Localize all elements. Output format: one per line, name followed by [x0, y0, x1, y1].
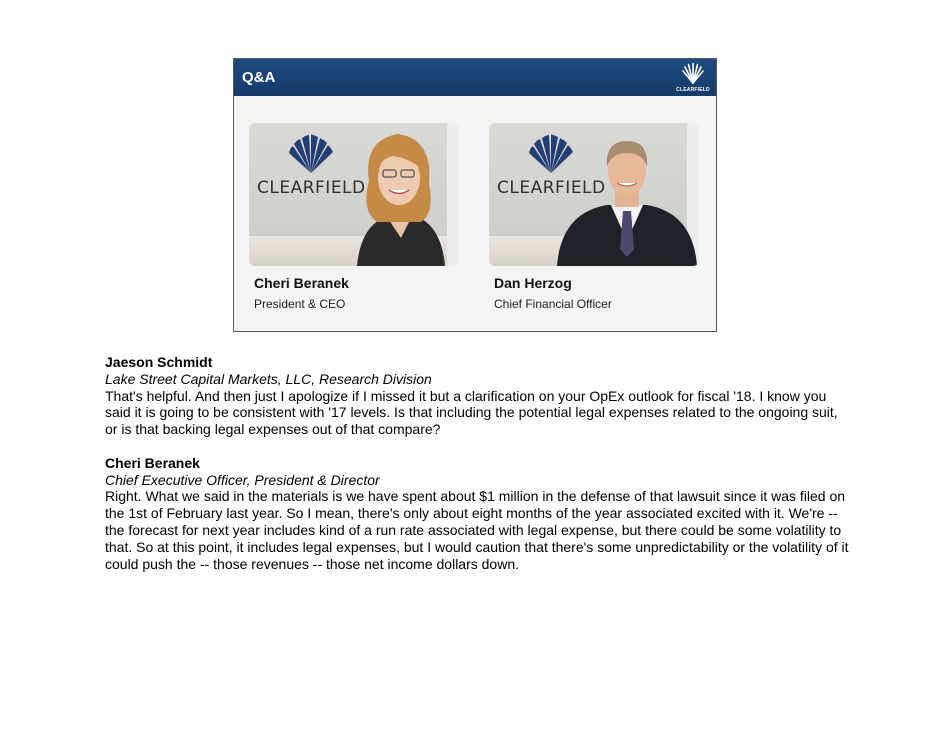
- slide-header: [234, 59, 716, 96]
- person-figure: [349, 126, 449, 266]
- transcript-entry: [105, 354, 850, 438]
- speaker-affiliation: Chief Executive Officer, President & Director: [105, 471, 380, 488]
- slide-title: Q&A: [242, 69, 276, 86]
- photo-cheri-beranek: [249, 123, 459, 266]
- qa-slide: [233, 58, 717, 332]
- speaker-name: Jaeson Schmidt: [105, 354, 213, 370]
- speaker-affiliation: Lake Street Capital Markets, LLC, Research Division: [105, 370, 432, 387]
- speaker-name: Cheri Beranek: [105, 454, 200, 471]
- clearfield-shell-icon: [681, 62, 705, 84]
- photo-dan-herzog: [489, 123, 699, 266]
- clearfield-shell-icon: [287, 133, 335, 175]
- person-role: Chief Financial Officer: [494, 297, 612, 311]
- transcript-entry: [105, 455, 850, 573]
- speaker-text: Right. What we said in the materials is we have spent about $1 million in the defense of that lawsuit since it was filed on the 1st of February last year. So I mean, there's only about eight months of the year associated excited with it. We're -- the forecast for next year includes kind of a run rate associated with legal expense, but there could be some volatility to that. So at this point, it includes legal expenses, but I would caution that there's some unpredictability or the volatility of it could push the -- those revenues -- those net income dollars down.: [105, 488, 849, 572]
- person-role: President & CEO: [254, 297, 346, 311]
- transcript: [105, 354, 850, 572]
- person-name: Dan Herzog: [494, 275, 572, 291]
- person-name: Cheri Beranek: [254, 275, 349, 291]
- person-figure: [557, 131, 697, 266]
- clearfield-logo: [676, 62, 710, 94]
- wall-brand-text: CLEARFIELD: [497, 178, 606, 198]
- wall-brand-text: CLEARFIELD: [257, 178, 366, 198]
- speaker-text: That's helpful. And then just I apologize if I missed it but a clarification on your OpEx outlook for fiscal '18. I know you said it is going to be consistent with '17 levels. Is that including the potential legal expenses related to the ongoing suit, or is that backing legal expenses out of that compare?: [105, 387, 838, 438]
- logo-text: CLEARFIELD: [676, 87, 710, 93]
